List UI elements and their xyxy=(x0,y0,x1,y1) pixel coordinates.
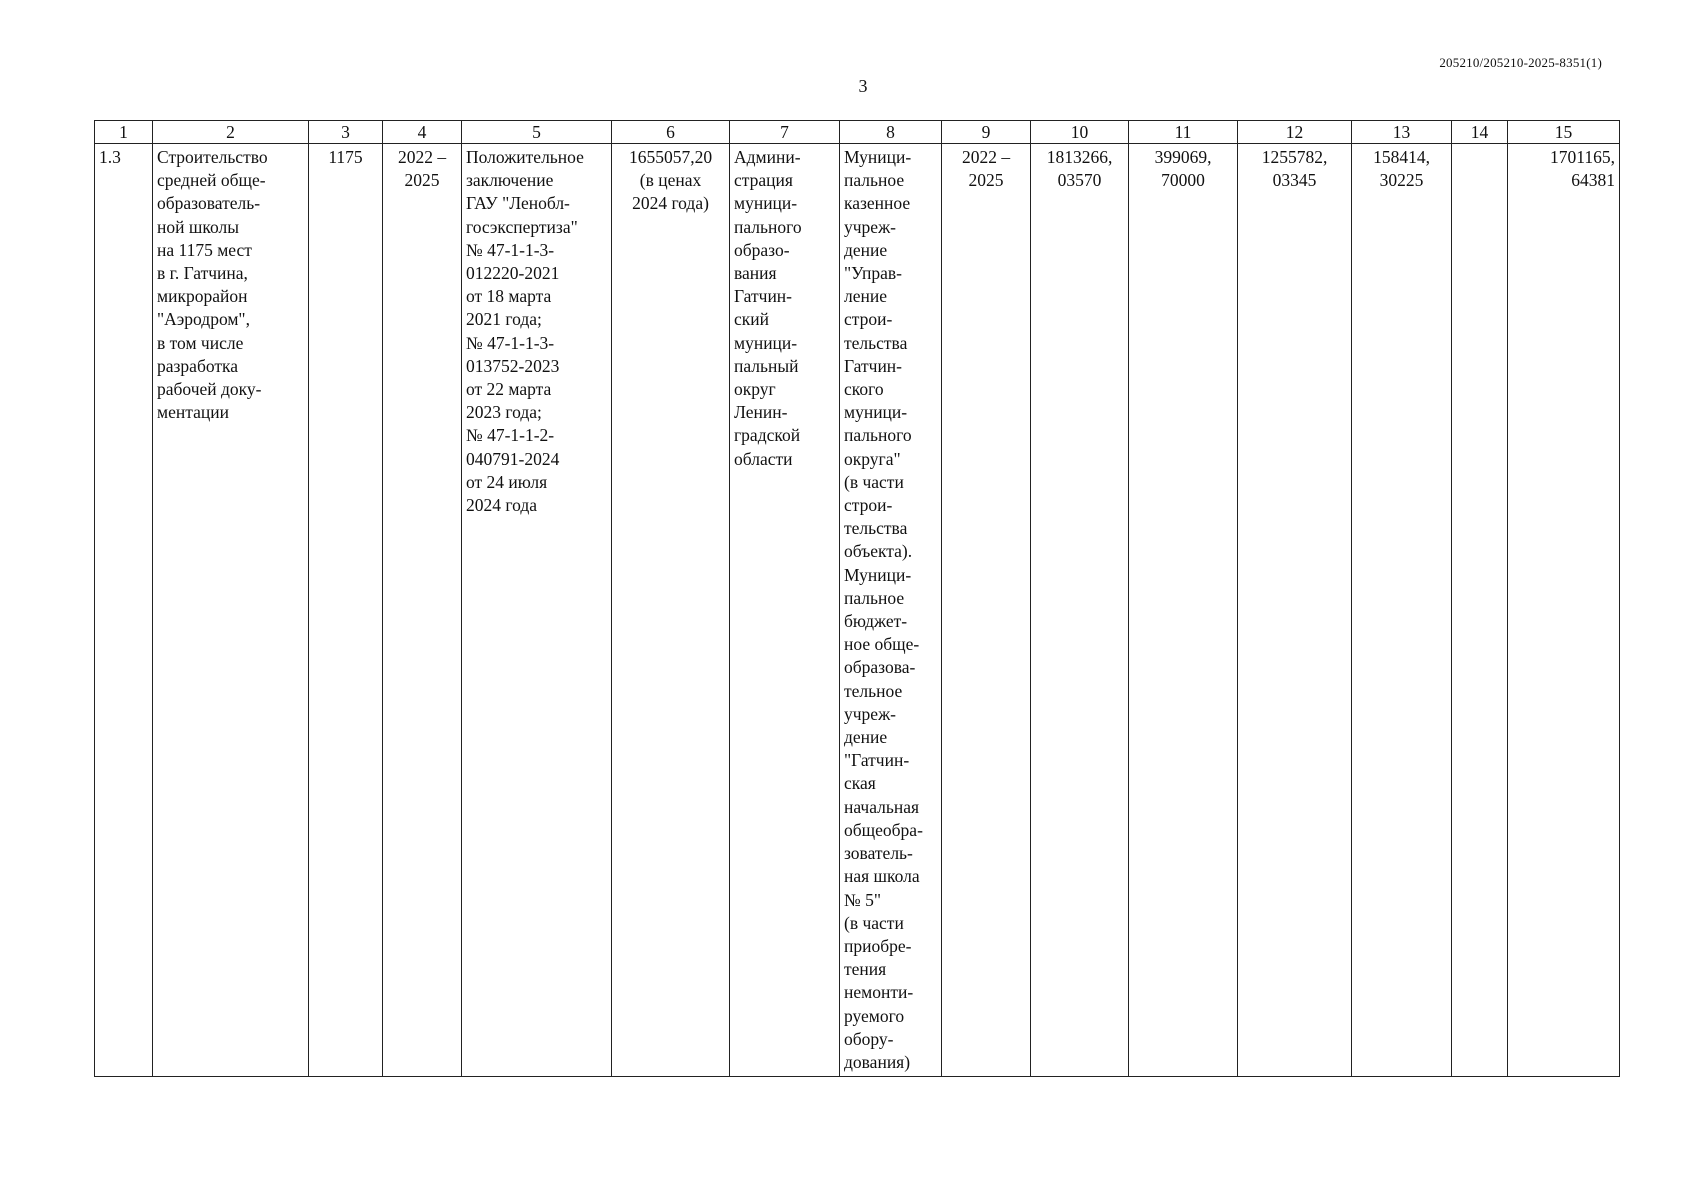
column-header-12: 12 xyxy=(1238,121,1352,144)
cell-line: ментации xyxy=(157,402,229,423)
cell-line: немонти- xyxy=(844,982,914,1003)
cell-object-name xyxy=(153,144,309,1077)
cell-line: 2023 года; xyxy=(466,402,542,423)
cell-line: тельное xyxy=(844,680,903,701)
cell-line: ной школы xyxy=(157,216,239,237)
cell-line: 1.3 xyxy=(99,147,121,167)
cell-line: рабочей доку- xyxy=(157,379,262,400)
cell-line: 2025 xyxy=(968,170,1004,191)
cell-line: тения xyxy=(844,959,887,980)
column-header-2: 2 xyxy=(153,121,309,144)
cell-line: 2024 года xyxy=(466,495,538,516)
cell-line: 2025 xyxy=(404,170,440,191)
cell-line: 2024 года) xyxy=(632,193,709,214)
cell-period xyxy=(383,144,462,1077)
cell-value-13 xyxy=(1352,144,1452,1077)
cell-value-10 xyxy=(1031,144,1129,1077)
cell-line: 03345 xyxy=(1272,170,1317,191)
cell-line: тельства xyxy=(844,518,908,539)
cell-line: дования) xyxy=(844,1051,911,1072)
column-header-11: 11 xyxy=(1129,121,1238,144)
cell-line: ление xyxy=(844,286,887,307)
cell-line: округа" xyxy=(844,448,901,469)
cell-line: № 47-1-1-3- xyxy=(466,239,555,260)
cell-line: округ xyxy=(734,379,776,400)
cell-line: 03570 xyxy=(1057,170,1102,191)
cell-line: руемого xyxy=(844,1005,905,1026)
cell-line: (в части xyxy=(844,471,904,492)
cell-line: 1255782, xyxy=(1261,147,1328,167)
cell-line: от 22 марта xyxy=(466,379,552,400)
cell-line: строи- xyxy=(844,309,893,330)
cell-line: муници- xyxy=(844,402,908,423)
cell-line: ский xyxy=(734,309,769,330)
cell-line: пального xyxy=(844,425,912,446)
cell-line: 2021 года; xyxy=(466,309,542,330)
cell-line: образова- xyxy=(844,657,916,678)
cell-line: от 18 марта xyxy=(466,286,552,307)
cell-line: образователь- xyxy=(157,193,261,214)
cell-line: заключение xyxy=(466,170,554,191)
cell-line: ская xyxy=(844,773,876,794)
page-number: 3 xyxy=(858,76,868,96)
cell-line: тельства xyxy=(844,332,908,353)
cell-estimated-cost xyxy=(612,144,730,1077)
cell-line: (в ценах xyxy=(639,170,702,191)
cell-line: микрорайон xyxy=(157,286,248,307)
column-header-6: 6 xyxy=(612,121,730,144)
cell-line: приобре- xyxy=(844,935,912,956)
cell-line: страция xyxy=(734,170,793,191)
cell-line: вания xyxy=(734,263,777,284)
cell-line: Положительное xyxy=(466,147,584,167)
cell-line: от 24 июля xyxy=(466,471,548,492)
cell-line: № 47-1-1-2- xyxy=(466,425,555,446)
cell-administration xyxy=(730,144,840,1077)
column-header-8: 8 xyxy=(840,121,942,144)
cell-line: общеобра- xyxy=(844,819,923,840)
cell-line: "Аэродром", xyxy=(157,309,250,330)
cell-line: образо- xyxy=(734,239,790,260)
cell-line: средней обще- xyxy=(157,170,266,191)
cell-number xyxy=(95,144,153,1077)
cell-line: 2022 – xyxy=(397,147,447,167)
cell-line: Ленин- xyxy=(734,402,788,423)
document-id: 205210/205210-2025-8351(1) xyxy=(1439,55,1602,70)
cell-line: Гатчин- xyxy=(734,286,793,307)
cell-line: учреж- xyxy=(844,216,896,237)
column-header-1: 1 xyxy=(95,121,153,144)
cell-line: в г. Гатчина, xyxy=(157,263,248,284)
cell-line: Муници- xyxy=(844,564,912,585)
column-header-10: 10 xyxy=(1031,121,1129,144)
cell-line: разработка xyxy=(157,355,239,376)
cell-line: области xyxy=(734,448,793,469)
data-table xyxy=(94,120,1620,1077)
column-header-7: 7 xyxy=(730,121,840,144)
cell-value-15 xyxy=(1508,144,1620,1077)
cell-line: Гатчин- xyxy=(844,355,903,376)
cell-line: в том числе xyxy=(157,332,244,353)
cell-line: казенное xyxy=(844,193,911,214)
cell-line: Строительство xyxy=(157,147,268,167)
cell-value-12 xyxy=(1238,144,1352,1077)
cell-line: № 47-1-1-3- xyxy=(466,332,555,353)
cell-line: строи- xyxy=(844,495,893,516)
cell-line: 013752-2023 xyxy=(466,355,560,376)
cell-line: 1813266, xyxy=(1046,147,1113,167)
cell-line: бюджет- xyxy=(844,611,908,632)
column-header-4: 4 xyxy=(383,121,462,144)
cell-line: 158414, xyxy=(1373,147,1430,167)
cell-line: ное обще- xyxy=(844,634,920,655)
cell-line: зователь- xyxy=(844,843,913,864)
cell-institution xyxy=(840,144,942,1077)
cell-line: начальная xyxy=(844,796,920,817)
cell-line: муници- xyxy=(734,193,798,214)
cell-line: 30225 xyxy=(1379,170,1424,191)
cell-line: 2022 – xyxy=(961,147,1011,167)
cell-line: 1655057,20 xyxy=(628,147,713,167)
cell-line: ная школа xyxy=(844,866,920,887)
table-header-row xyxy=(95,121,1620,144)
column-header-5: 5 xyxy=(462,121,612,144)
cell-line: ГАУ "Ленобл- xyxy=(466,193,570,214)
cell-line: "Гатчин- xyxy=(844,750,910,771)
cell-line: пального xyxy=(734,216,802,237)
cell-line: Админи- xyxy=(734,147,801,167)
cell-line: пальное xyxy=(844,170,905,191)
cell-line: Муници- xyxy=(844,147,912,167)
column-header-13: 13 xyxy=(1352,121,1452,144)
cell-line: 64381 xyxy=(1571,170,1615,191)
cell-line: дение xyxy=(844,727,888,748)
cell-line: госэкспертиза" xyxy=(466,216,578,237)
cell-value-14 xyxy=(1452,144,1508,1077)
column-header-3: 3 xyxy=(309,121,383,144)
column-header-14: 14 xyxy=(1452,121,1508,144)
cell-line: (в части xyxy=(844,912,904,933)
cell-line: пальное xyxy=(844,587,905,608)
cell-line: дение xyxy=(844,239,888,260)
cell-line: пальный xyxy=(734,355,799,376)
table-row xyxy=(95,144,1620,1077)
cell-line: 012220-2021 xyxy=(466,263,560,284)
cell-line: 399069, xyxy=(1154,147,1212,167)
cell-line: 040791-2024 xyxy=(466,448,560,469)
cell-line: градской xyxy=(734,425,801,446)
column-header-9: 9 xyxy=(942,121,1031,144)
cell-capacity xyxy=(309,144,383,1077)
cell-line: на 1175 мест xyxy=(157,239,252,260)
cell-line: объекта). xyxy=(844,541,913,562)
cell-line: 1701165, xyxy=(1550,147,1615,167)
cell-expertise-conclusion xyxy=(462,144,612,1077)
column-header-15: 15 xyxy=(1508,121,1620,144)
cell-line: 70000 xyxy=(1161,170,1205,191)
cell-line: учреж- xyxy=(844,703,896,724)
cell-line: муници- xyxy=(734,332,798,353)
cell-line: "Управ- xyxy=(844,263,902,284)
cell-line: № 5" xyxy=(844,889,881,910)
cell-implementation-period xyxy=(942,144,1031,1077)
cell-line: обору- xyxy=(844,1028,894,1049)
cell-line: 1175 xyxy=(328,147,363,167)
cell-line: ского xyxy=(844,379,884,400)
cell-value-11 xyxy=(1129,144,1238,1077)
